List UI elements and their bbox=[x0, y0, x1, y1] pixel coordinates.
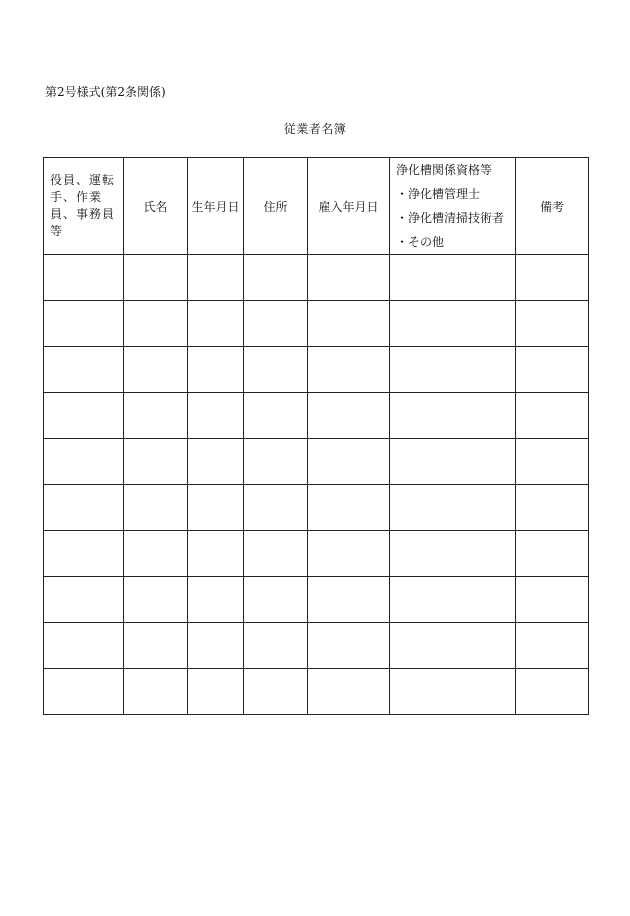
employee-roster-table bbox=[43, 157, 589, 715]
table-cell[interactable] bbox=[390, 255, 516, 301]
table-cell[interactable] bbox=[390, 577, 516, 623]
table-cell[interactable] bbox=[516, 393, 589, 439]
table-cell[interactable] bbox=[244, 255, 308, 301]
table-cell[interactable] bbox=[44, 485, 124, 531]
table-cell[interactable] bbox=[308, 439, 390, 485]
table-cell[interactable] bbox=[188, 669, 244, 715]
table-cell[interactable] bbox=[188, 485, 244, 531]
table-cell[interactable] bbox=[44, 301, 124, 347]
document-title: 従業者名簿 bbox=[283, 122, 347, 136]
form-number: 第2号様式(第2条関係) bbox=[45, 85, 166, 99]
table-cell[interactable] bbox=[188, 347, 244, 393]
header-name: 氏名 bbox=[124, 158, 188, 255]
table-row bbox=[44, 669, 589, 715]
table-cell[interactable] bbox=[124, 439, 188, 485]
table-cell[interactable] bbox=[188, 577, 244, 623]
table-cell[interactable] bbox=[390, 623, 516, 669]
table-cell[interactable] bbox=[44, 669, 124, 715]
qualification-item: ・その他 bbox=[396, 235, 445, 249]
table-cell[interactable] bbox=[124, 577, 188, 623]
table-cell[interactable] bbox=[124, 393, 188, 439]
table-cell[interactable] bbox=[308, 531, 390, 577]
table-cell[interactable] bbox=[188, 301, 244, 347]
table-cell[interactable] bbox=[124, 347, 188, 393]
table-cell[interactable] bbox=[44, 347, 124, 393]
table-cell[interactable] bbox=[124, 485, 188, 531]
table-cell[interactable] bbox=[516, 531, 589, 577]
header-birthdate: 生年月日 bbox=[188, 158, 244, 255]
table-cell[interactable] bbox=[244, 485, 308, 531]
roster-body bbox=[44, 255, 589, 715]
table-cell[interactable] bbox=[308, 623, 390, 669]
qualification-title: 浄化槽関係資格等 bbox=[396, 163, 493, 177]
table-cell[interactable] bbox=[516, 439, 589, 485]
qualification-item: ・浄化槽清掃技術者 bbox=[396, 211, 505, 225]
header-row bbox=[44, 158, 589, 255]
header-remarks: 備考 bbox=[516, 158, 589, 255]
table-cell[interactable] bbox=[44, 577, 124, 623]
qualification-item: ・浄化槽管理士 bbox=[396, 187, 481, 201]
table-cell[interactable] bbox=[244, 439, 308, 485]
table-cell[interactable] bbox=[188, 393, 244, 439]
table-cell[interactable] bbox=[308, 393, 390, 439]
table-cell[interactable] bbox=[44, 393, 124, 439]
table-cell[interactable] bbox=[244, 347, 308, 393]
table-cell[interactable] bbox=[516, 623, 589, 669]
table-cell[interactable] bbox=[390, 301, 516, 347]
table-cell[interactable] bbox=[308, 301, 390, 347]
table-cell[interactable] bbox=[390, 485, 516, 531]
table-row bbox=[44, 301, 589, 347]
header-hire-date: 雇入年月日 bbox=[308, 158, 390, 255]
table-cell[interactable] bbox=[124, 301, 188, 347]
table-cell[interactable] bbox=[124, 255, 188, 301]
table-cell[interactable] bbox=[124, 531, 188, 577]
table-cell[interactable] bbox=[390, 439, 516, 485]
table-cell[interactable] bbox=[188, 623, 244, 669]
table-cell[interactable] bbox=[188, 531, 244, 577]
table-cell[interactable] bbox=[44, 531, 124, 577]
table-cell[interactable] bbox=[244, 393, 308, 439]
table-cell[interactable] bbox=[516, 347, 589, 393]
table-row bbox=[44, 485, 589, 531]
table-cell[interactable] bbox=[244, 669, 308, 715]
table-cell[interactable] bbox=[188, 439, 244, 485]
table-row bbox=[44, 577, 589, 623]
table-cell[interactable] bbox=[44, 439, 124, 485]
table-cell[interactable] bbox=[516, 485, 589, 531]
table-cell[interactable] bbox=[390, 669, 516, 715]
table-cell[interactable] bbox=[124, 623, 188, 669]
table-cell[interactable] bbox=[308, 485, 390, 531]
table-cell[interactable] bbox=[308, 347, 390, 393]
table-cell[interactable] bbox=[244, 531, 308, 577]
table-row bbox=[44, 393, 589, 439]
table-row bbox=[44, 623, 589, 669]
table-cell[interactable] bbox=[516, 577, 589, 623]
table-cell[interactable] bbox=[124, 669, 188, 715]
table-cell[interactable] bbox=[516, 255, 589, 301]
header-address: 住所 bbox=[244, 158, 308, 255]
table-row bbox=[44, 531, 589, 577]
table-cell[interactable] bbox=[390, 347, 516, 393]
table-cell[interactable] bbox=[390, 393, 516, 439]
table-row bbox=[44, 255, 589, 301]
table-cell[interactable] bbox=[188, 255, 244, 301]
table-cell[interactable] bbox=[44, 255, 124, 301]
table-cell[interactable] bbox=[308, 255, 390, 301]
table-cell[interactable] bbox=[308, 577, 390, 623]
table-cell[interactable] bbox=[516, 301, 589, 347]
table-row bbox=[44, 347, 589, 393]
table-row bbox=[44, 439, 589, 485]
table-cell[interactable] bbox=[516, 669, 589, 715]
header-role: 役員、運転手、作業員、事務員等 bbox=[44, 158, 124, 255]
header-qualification bbox=[390, 158, 516, 255]
table-cell[interactable] bbox=[244, 623, 308, 669]
table-cell[interactable] bbox=[390, 531, 516, 577]
table-cell[interactable] bbox=[244, 301, 308, 347]
table-cell[interactable] bbox=[308, 669, 390, 715]
table-cell[interactable] bbox=[44, 623, 124, 669]
table-cell[interactable] bbox=[244, 577, 308, 623]
